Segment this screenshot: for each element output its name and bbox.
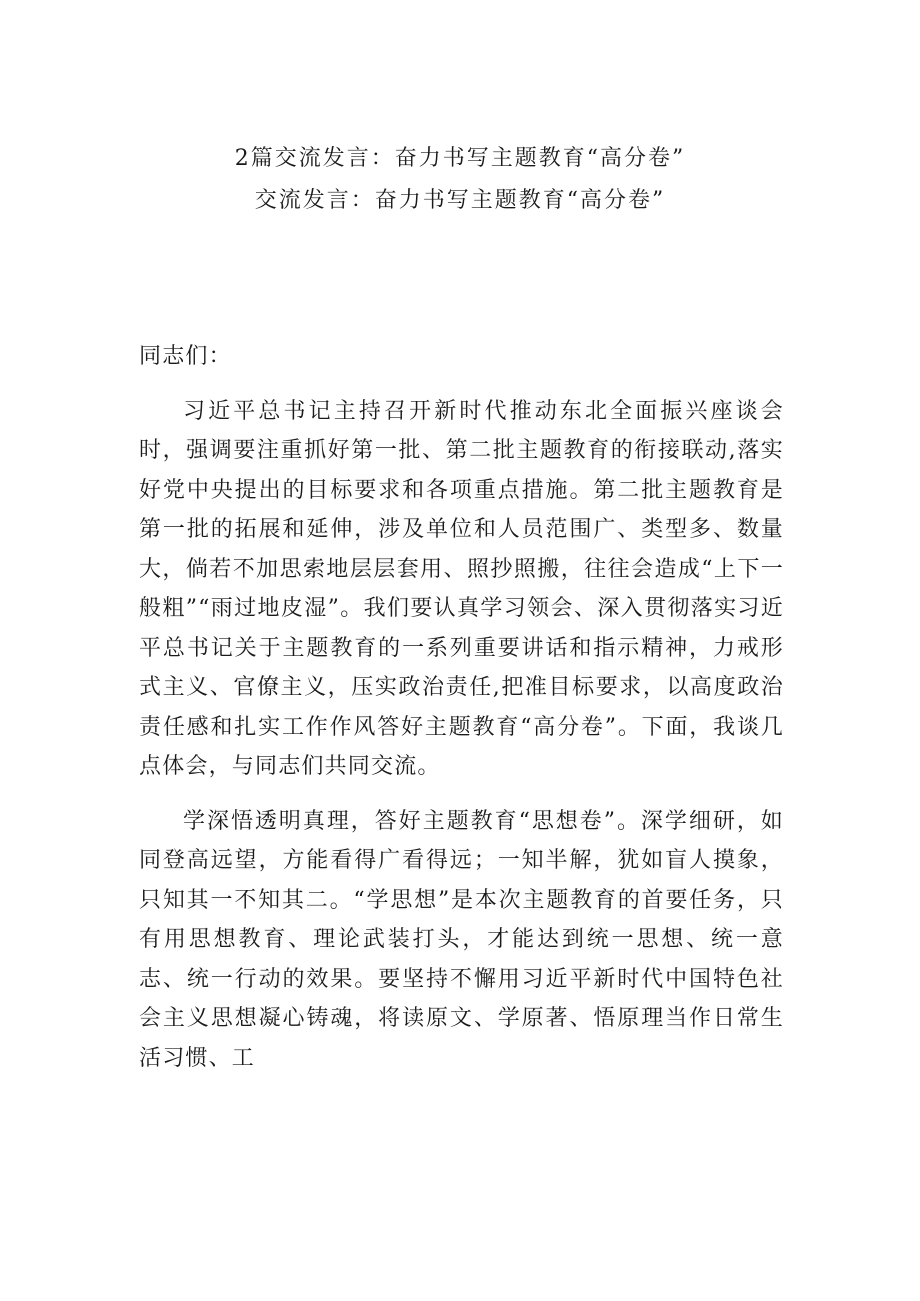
document-body [139, 337, 784, 1093]
document-title: 2篇交流发言：奋力书写主题教育“高分卷” [234, 146, 686, 171]
paragraph-1: 习近平总书记主持召开新时代推动东北全面振兴座谈会时，强调要注重抓好第一批、第二批主题教育的衔接联动,落实好党中央提出的目标要求和各项重点措施。第二批主题教育是第一批的拓展和延伸，涉及单位和人员范围广、类型多、数量大，倘若不加思索地层层套用、照抄照搬，往往会造成“上下一般粗”“雨过地皮湿”。我们要认真学习领会、深入贯彻落实习近平总书记关于主题教育的一系列重要讲话和指示精神，力戒形式主义、官僚主义，压实政治责任,把准目标要求，以高度政治责任感和扎实工作作风答好主题教育“高分卷”。下面，我谈几点体会，与同志们共同交流。 [139, 398, 784, 779]
document-subtitle: 交流发言：奋力书写主题教育“高分卷” [254, 188, 666, 213]
salutation: 同志们： [139, 344, 232, 369]
paragraph-2: 学深悟透明真理，答好主题教育“思想卷”。深学细研，如同登高远望，方能看得广看得远；一知半解，犹如盲人摸象，只知其一不知其二。“学思想”是本次主题教育的首要任务，只有用思想教育、理论武装打头，才能达到统一思想、统一意志、统一行动的效果。要坚持不懈用习近平新时代中国特色社会主义思想凝心铸魂，将读原文、学原著、悟原理当作日常生活习惯、工 [139, 808, 784, 1071]
